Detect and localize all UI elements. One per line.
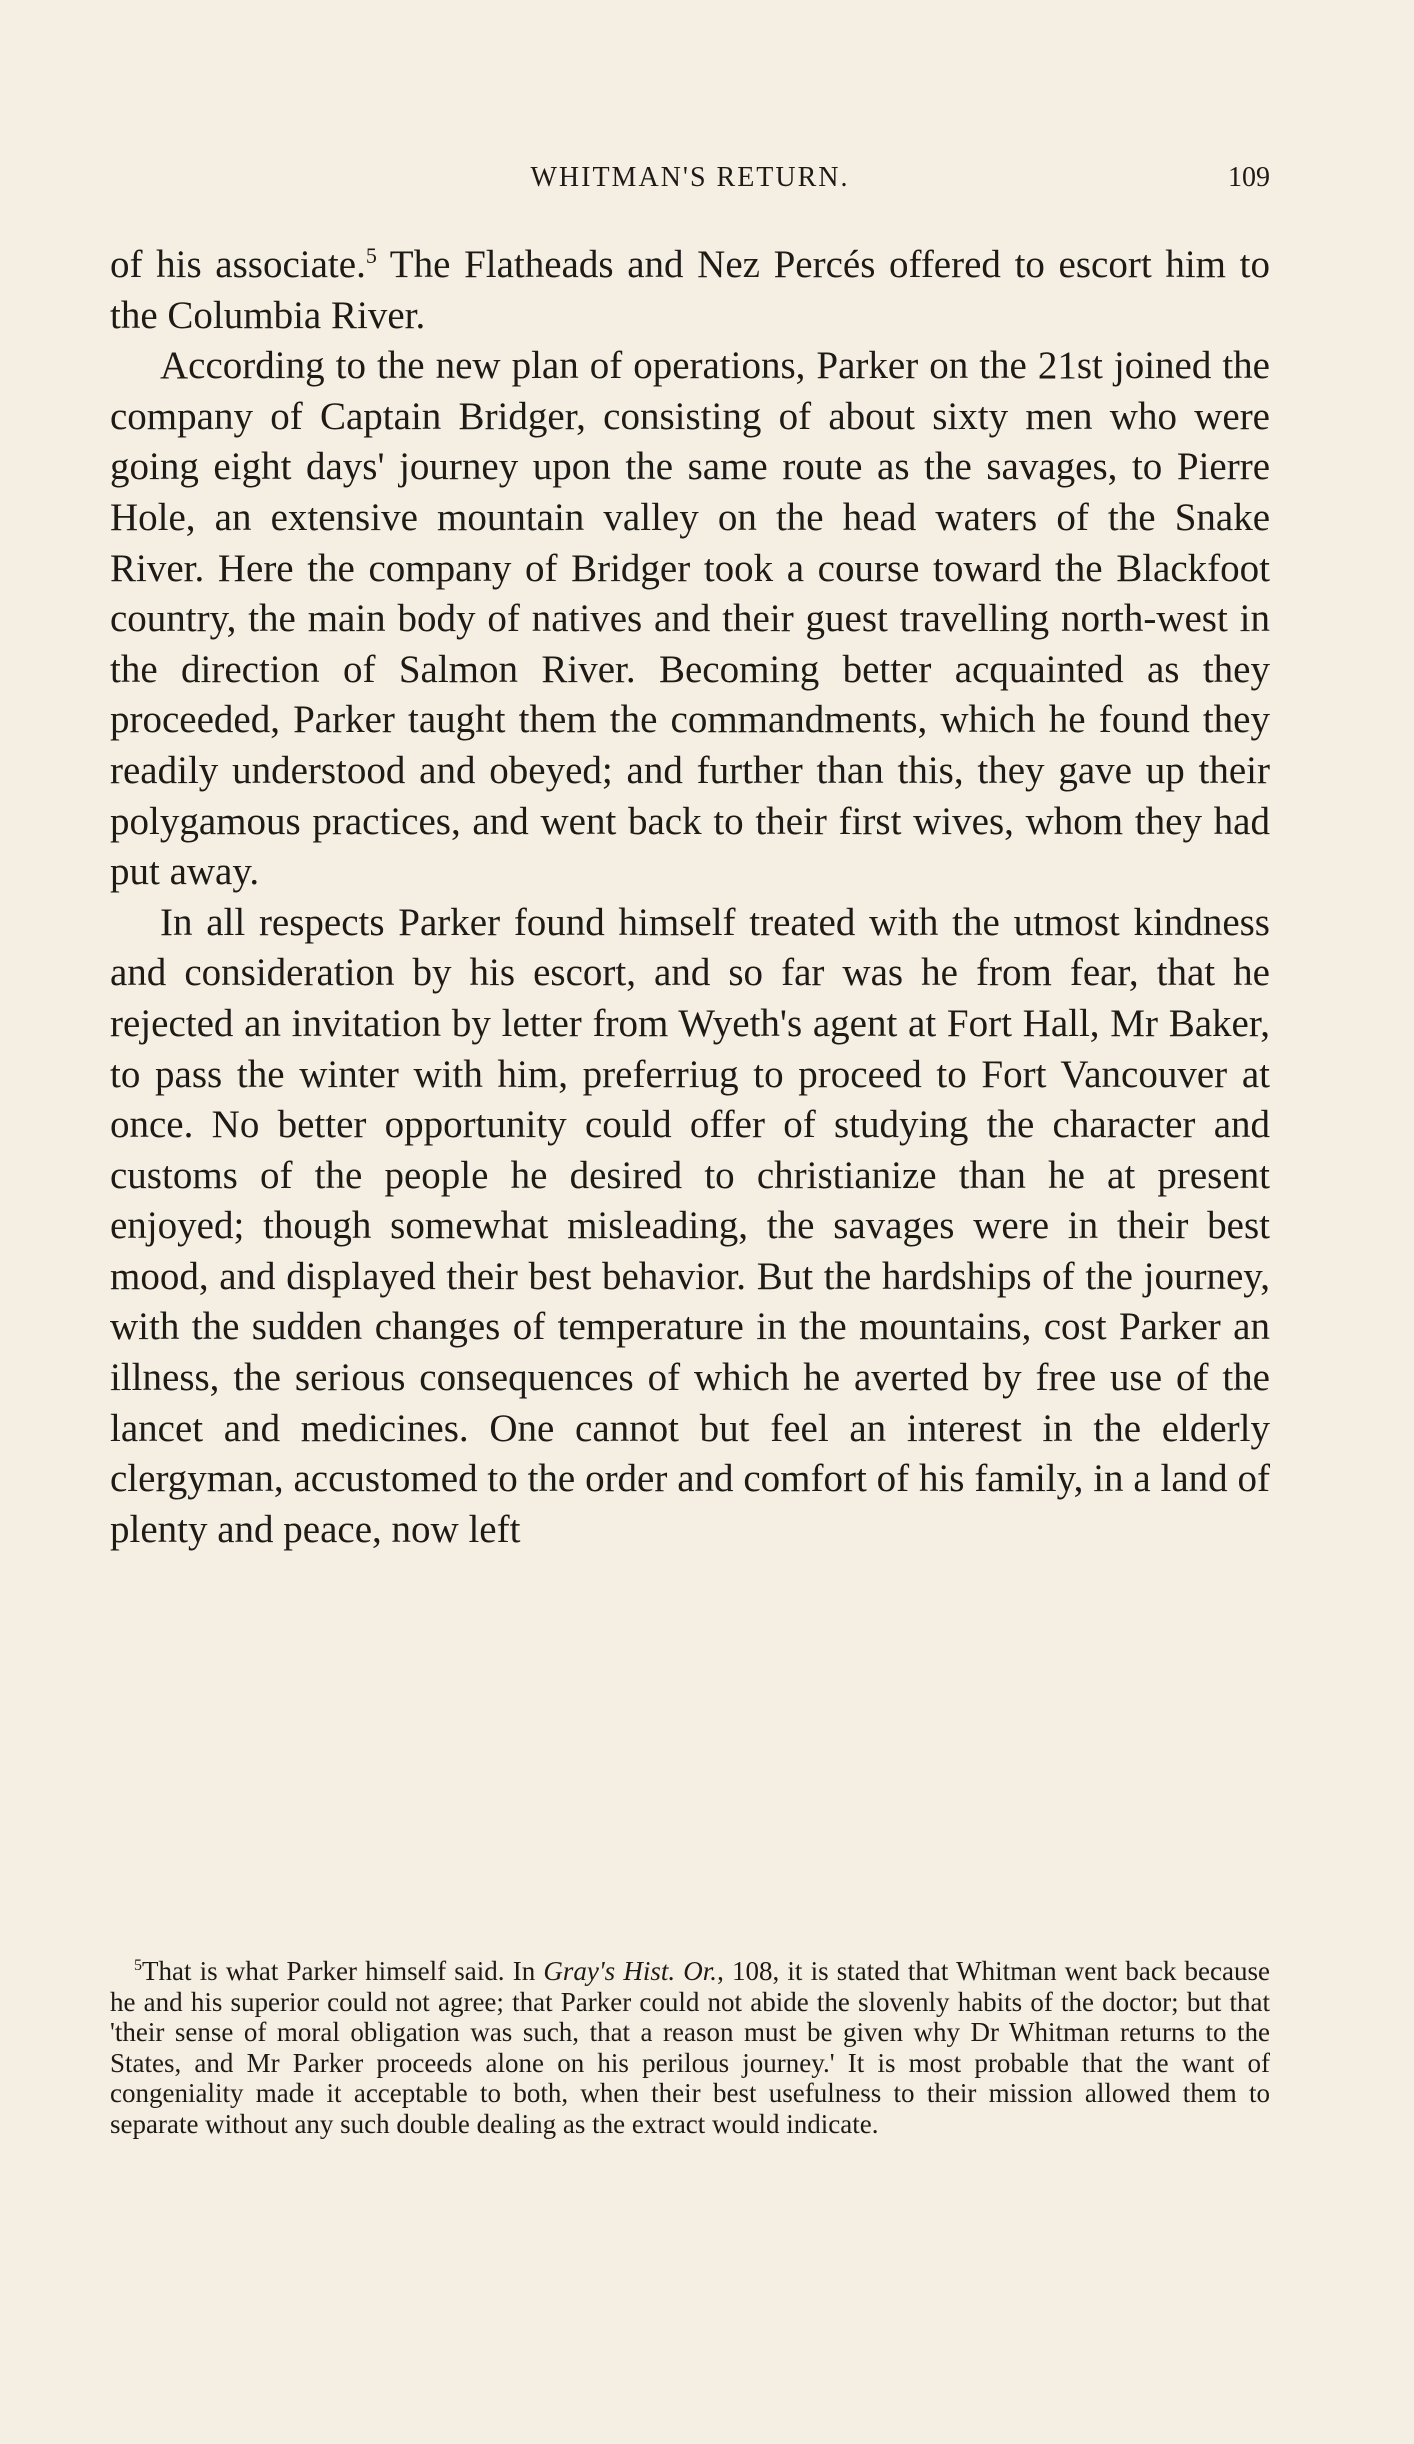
paragraph-1-text-a: of his associate. bbox=[110, 243, 366, 286]
footnote-text-b: , 108, it is stated that Whitman went back because he and his superior could not agree; that Parker could not abide the slovenly habits of the doctor; but that 'their sense of moral obligation was such, that a reason must be given why Dr Whitman returns to the States, and Mr Parker proceeds alone on his perilous journey.' It is most probable that the want of congeniality made it acceptable to both, when their best usefulness to their mission allowed them to separate without any such double dealing as the extract would indicate. bbox=[110, 1956, 1271, 2139]
footnote bbox=[110, 1956, 1270, 2139]
running-title: WHITMAN'S RETURN. bbox=[530, 162, 850, 193]
page-number: 109 bbox=[1228, 162, 1270, 193]
paragraph-1-text-b: The Flatheads and Nez Percés offered to escort him to the Columbia River. bbox=[110, 243, 1270, 337]
footnote-marker: 5 bbox=[134, 1957, 142, 1974]
running-head bbox=[110, 160, 1270, 200]
paragraph-1 bbox=[110, 240, 1270, 341]
paragraph-3: In all respects Parker found himself treated with the utmost kindness and consideration by his escort, and so far was he from fear, that he rejected an invitation by letter from Wyeth's agent at Fort Hall, Mr Baker, to pass the winter with him, preferriug to proceed to Fort Vancouver at once. No better opportunity could offer of studying the character and customs of the people he desired to christianize than he at present enjoyed; though somewhat misleading, the savages were in their best mood, and displayed their best behavior. But the hardships of the journey, with the sudden changes of temperature in the mountains, cost Parker an illness, the serious consequences of which he averted by free use of the lancet and medicines. One cannot but feel an interest in the elderly clergyman, accustomed to the order and comfort of his family, in a land of plenty and peace, now left bbox=[110, 900, 1270, 1551]
footnote-reference: 5 bbox=[365, 243, 377, 268]
paragraph-2: According to the new plan of operations, Parker on the 21st joined the company of Captain Bridger, consisting of about sixty men who were going eight days' journey upon the same route as the savages, to Pierre Hole, an extensive mountain valley on the head waters of the Snake River. Here the company of Bridger took a course toward the Blackfoot country, the main body of natives and their guest travelling north-west in the direction of Salmon River. Becoming better acquainted as they proceeded, Parker taught them the commandments, which he found they readily understood and obeyed; and further than this, they gave up their polygamous practices, and went back to their first wives, whom they had put away. bbox=[110, 344, 1270, 894]
footnote-text-a: That is what Parker himself said. In bbox=[142, 1956, 544, 1986]
footnote-citation: Gray's Hist. Or. bbox=[543, 1956, 718, 1986]
body-text bbox=[110, 240, 1270, 1555]
